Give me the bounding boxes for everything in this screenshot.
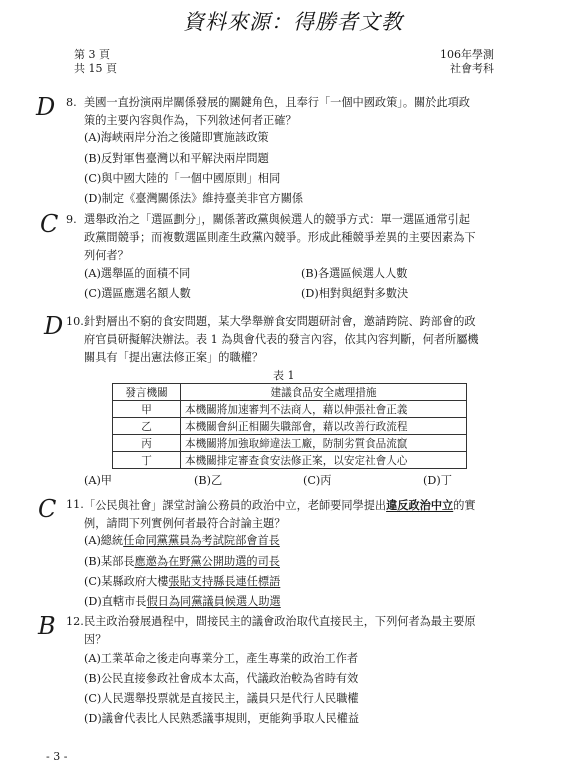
option-prefix: (B)某部長: [84, 555, 135, 568]
q8-option-a[interactable]: (A)海峽兩岸分治之後隨即實施該政策: [84, 131, 269, 144]
question-12-number: 12.: [66, 615, 84, 628]
table-cell: 乙: [113, 418, 181, 435]
page-number: - 3 -: [46, 750, 68, 763]
question-10-stem: [84, 313, 479, 367]
question-12-stem: [84, 613, 476, 649]
option-prefix: (C)某縣政府大樓: [84, 575, 169, 588]
table-cell: 丙: [113, 435, 181, 452]
table-row: [113, 452, 467, 469]
question-10-number: 10.: [66, 315, 84, 328]
answer-mark-q8: D: [36, 93, 56, 121]
q11-option-c[interactable]: [84, 573, 280, 589]
speech-table: [112, 383, 467, 469]
table-row: [113, 401, 467, 418]
table-cell: 丁: [113, 452, 181, 469]
table-cell: 甲: [113, 401, 181, 418]
table-caption: 表 1: [273, 369, 295, 382]
q11-option-b[interactable]: [84, 553, 280, 569]
q10-option-d[interactable]: (D)丁: [423, 474, 452, 487]
stem-line: 關具有「提出憲法修正案」的職權？: [84, 351, 264, 364]
stem-line: 例，請問下列實例何者最符合討論主題？: [84, 517, 286, 530]
stem-line: 針對層出不窮的食安問題，某大學舉辦食安問題研討會，邀請跨院、跨部會的政: [84, 315, 476, 328]
stem-line: 民主政治發展過程中，間接民主的議會政治取代直接民主，下列何者為最主要原: [84, 615, 476, 628]
stem-line: 選舉政治之「選區劃分」，關係著政黨與候選人的競爭方式：單一選區通常引起: [84, 213, 470, 226]
option-prefix: (A)總統: [84, 534, 124, 547]
stem-line: [84, 496, 476, 515]
stem-line: 府官員研擬解決辦法。表 1 為與會代表的發言內容，依其內容判斷，何者所屬機: [84, 333, 479, 346]
table-header: 發言機關: [113, 384, 181, 401]
q12-option-a[interactable]: (A)工業革命之後走向專業分工，產生專業的政治工作者: [84, 652, 359, 665]
option-underlined: 任命同黨黨員為考試院部會首長: [123, 534, 280, 547]
stem-line: 政黨間競爭；而複數選區則產生政黨內競爭。形成此種競爭差異的主要因素為下: [84, 231, 476, 244]
q10-option-c[interactable]: (C)丙: [303, 474, 332, 487]
question-11-number: 11.: [66, 498, 84, 511]
subject-name: 社會考科: [450, 62, 494, 75]
option-prefix: (D)直轄市長: [84, 595, 147, 608]
answer-mark-q10: D: [44, 312, 64, 340]
total-pages: 共 15 頁: [74, 62, 117, 75]
exam-title: 106年學測: [440, 48, 494, 61]
stem-line: 列何者？: [84, 249, 129, 262]
option-underlined: 假日為同黨議員候選人助選: [146, 595, 281, 608]
option-underlined: 張貼支持縣長連任標語: [168, 575, 281, 588]
q9-option-d[interactable]: (D)相對與絕對多數決: [301, 287, 409, 300]
q10-option-a[interactable]: (A)甲: [84, 474, 112, 487]
q9-option-c[interactable]: (C)選區應選名額人數: [84, 287, 191, 300]
stem-text: 「公民與社會」課堂討論公務員的政治中立，老師要同學提出: [84, 499, 387, 512]
q12-option-b[interactable]: (B)公民直接參政社會成本太高，代議政治較為省時有效: [84, 672, 359, 685]
q9-option-a[interactable]: (A)選舉區的面積不同: [84, 267, 191, 280]
stem-line: 美國一直扮演兩岸關係發展的關鍵角色，且奉行「一個中國政策」。關於此項政: [84, 96, 470, 109]
table-cell: 本機關將加強取締違法工廠，防制劣質食品流竄: [181, 435, 467, 452]
stem-text: 的實: [453, 499, 476, 512]
source-handwritten-note: 資料來源：得勝者文教: [183, 10, 403, 34]
table-header: 建議食品安全處理措施: [181, 384, 467, 401]
page-indicator: 第 3 頁: [74, 48, 110, 61]
table-row: [113, 435, 467, 452]
option-underlined: 應邀為在野黨公開助選的司長: [134, 555, 280, 568]
answer-mark-q11: C: [38, 495, 57, 523]
q11-option-d[interactable]: [84, 593, 281, 609]
q9-option-b[interactable]: (B)各選區候選人人數: [301, 267, 408, 280]
question-8-number: 8.: [66, 96, 77, 109]
answer-mark-q12: B: [38, 612, 56, 640]
q12-option-c[interactable]: (C)人民選舉投票就是直接民主，議員只是代行人民職權: [84, 692, 359, 705]
q10-option-b[interactable]: (B)乙: [194, 474, 223, 487]
q8-option-b[interactable]: (B)反對軍售臺灣以和平解決兩岸問題: [84, 152, 269, 165]
answer-mark-q9: C: [40, 210, 59, 238]
q12-option-d[interactable]: (D)議會代表比人民熟悉議事規則，更能夠爭取人民權益: [84, 712, 360, 725]
table-cell: 本機關將加速審判不法商人，藉以伸張社會正義: [181, 401, 467, 418]
q11-option-a[interactable]: [84, 532, 280, 548]
question-9-number: 9.: [66, 213, 77, 226]
table-header-row: [113, 384, 467, 401]
question-11-stem: [84, 496, 476, 533]
q8-option-d[interactable]: (D)制定《臺灣關係法》維持臺美非官方關係: [84, 192, 304, 205]
stem-line: 策的主要內容與作為，下列敘述何者正確？: [84, 114, 297, 127]
q8-option-c[interactable]: (C)與中國大陸的「一個中國原則」相同: [84, 172, 281, 185]
table-row: [113, 418, 467, 435]
emphasized-term: 違反政治中立: [386, 498, 454, 512]
question-9-stem: [84, 211, 476, 265]
question-8-stem: [84, 94, 470, 130]
table-cell: 本機關排定審查食安法修正案，以安定社會人心: [181, 452, 467, 469]
stem-line: 因？: [84, 633, 107, 646]
table-cell: 本機關會糾正相關失職部會，藉以改善行政流程: [181, 418, 467, 435]
